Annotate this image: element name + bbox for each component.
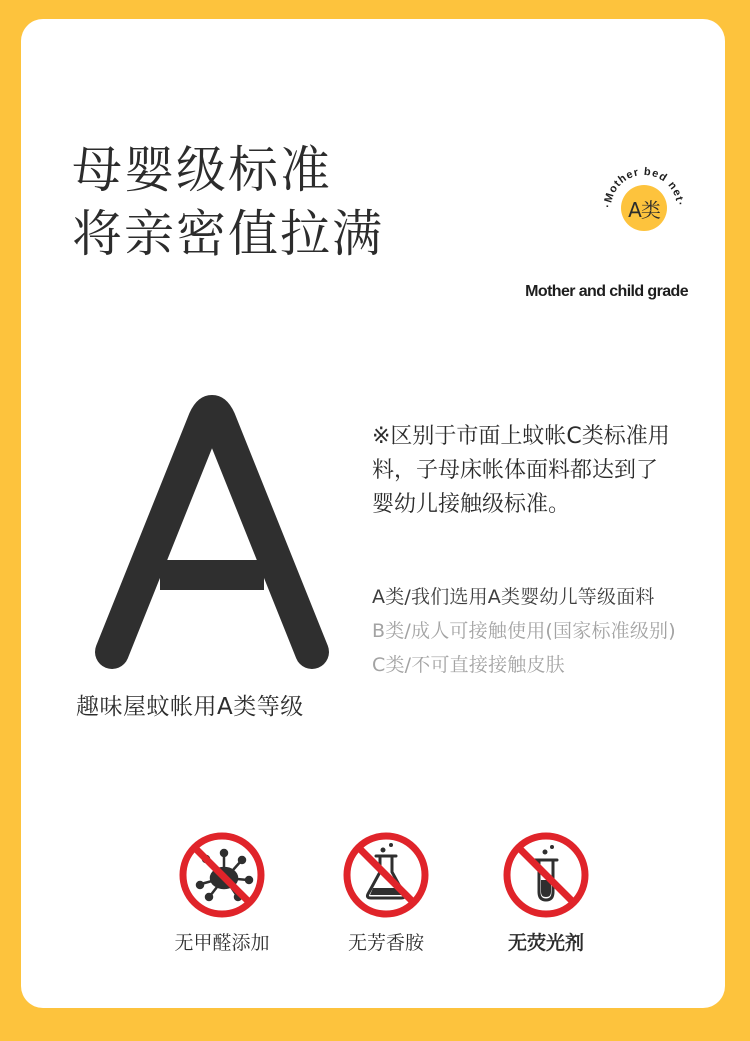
big-letter-a-graphic [92, 392, 332, 682]
grade-list [372, 580, 722, 682]
note-line-1: ※区别于市面上蚊帐C类标准用 [372, 424, 670, 449]
big-letter: A [212, 542, 213, 543]
grade-c-item: C类/不可直接接触皮肤 [372, 654, 565, 676]
no-test-tube-icon [501, 830, 591, 920]
safety-item-no-fluorescent-agent [466, 830, 626, 955]
safety-label-no-formaldehyde: 无甲醛添加 [174, 932, 270, 954]
grade-note [372, 420, 712, 522]
badge-ring-label: ·Mother bed net· [601, 165, 687, 209]
big-letter-caption: 趣味屋蚊帐用A类等级 [76, 694, 304, 720]
safety-item-no-aromatic-amine [306, 830, 466, 955]
note-line-2: 料，子母床帐体面料都达到了 [372, 458, 659, 483]
grade-a-item: A类/我们选用A类婴幼儿等级面料 [372, 586, 655, 608]
headline [72, 138, 384, 266]
headline-line-2: 将亲密值拉满 [72, 205, 384, 263]
safety-label-no-fluorescent-agent: 无荧光剂 [507, 932, 584, 954]
safety-label-no-aromatic-amine: 无芳香胺 [347, 932, 424, 954]
badge-center-label: A类 [628, 197, 660, 222]
badge-center [621, 185, 667, 231]
note-line-3: 婴幼儿接触级标准。 [372, 492, 571, 517]
grade-b-item: B类/成人可接触使用(国家标准级别) [372, 620, 676, 642]
grade-english-label: Mother and child grade [525, 283, 688, 300]
grade-badge [598, 162, 690, 254]
safety-item-no-formaldehyde [142, 830, 302, 955]
no-bacteria-icon [177, 830, 267, 920]
no-flask-icon [341, 830, 431, 920]
headline-line-1: 母婴级标准 [72, 141, 332, 199]
